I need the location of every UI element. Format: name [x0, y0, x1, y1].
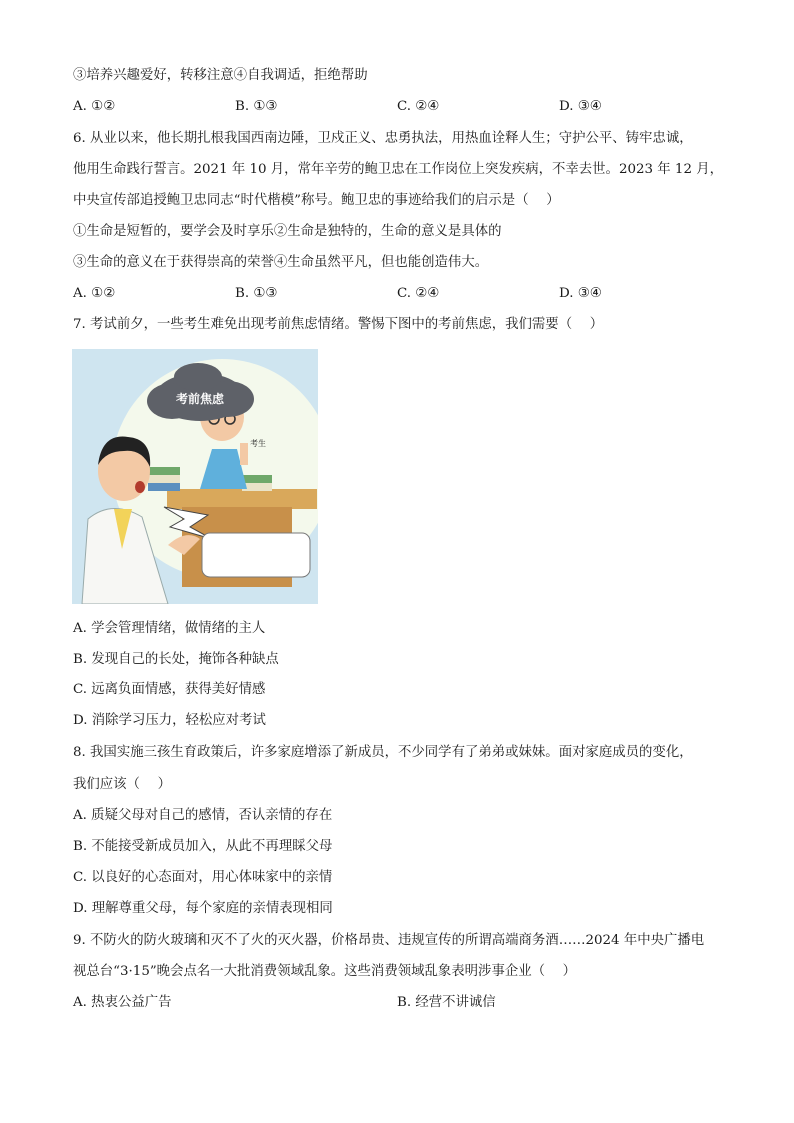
q7-stem: 7. 考试前夕，一些考生难免出现考前焦虑情绪。警惕下图中的考前焦虑，我们需要（ ） [73, 317, 604, 332]
q6-statement-line-1: ①生命是短暂的，要学会及时享乐②生命是独特的，生命的意义是具体的 [73, 224, 502, 239]
q9-stem-line-2: 视总台“3·15”晚会点名一大批消费领域乱象。这些消费领域乱象表明涉事企业（ ） [73, 964, 577, 979]
q5-option-c[interactable]: C. ②④ [397, 99, 440, 114]
q9-option-b[interactable]: B. 经营不讲诚信 [397, 995, 496, 1010]
q7-option-b[interactable]: B. 发现自己的长处，掩饰各种缺点 [73, 652, 279, 667]
q6-option-b[interactable]: B. ①③ [235, 286, 278, 301]
q8-option-d[interactable]: D. 理解尊重父母，每个家庭的亲情表现相同 [73, 901, 333, 916]
q9-stem-line-1: 9. 不防火的防火玻璃和灭不了火的灭火器，价格昂贵、违规宣传的所谓高端商务酒……2024 年中央广播电 [73, 933, 705, 948]
q8-stem-line-1: 8. 我国实施三孩生育政策后，许多家庭增添了新成员，不少同学有了弟弟或妹妹。面对家庭成员的变化， [73, 745, 693, 760]
q6-stem-line-3: 中央宣传部追授鲍卫忠同志“时代楷模”称号。鲍卫忠的事迹给我们的启示是（ ） [73, 193, 560, 208]
q5-option-d[interactable]: D. ③④ [559, 99, 602, 114]
exam-anxiety-illustration [72, 349, 318, 604]
q8-option-b[interactable]: B. 不能接受新成员加入，从此不再理睬父母 [73, 839, 333, 854]
q7-option-c[interactable]: C. 远离负面情感，获得美好情感 [73, 682, 266, 697]
q6-option-a[interactable]: A. ①② [73, 286, 116, 301]
q6-option-c[interactable]: C. ②④ [397, 286, 440, 301]
q6-stem-line-2: 他用生命践行誓言。2021 年 10 月，常年辛劳的鲍卫忠在工作岗位上突发疾病，不幸去世。2023 年 12 月， [73, 162, 724, 177]
q8-stem-line-2: 我们应该（ ） [73, 777, 171, 792]
q7-option-d[interactable]: D. 消除学习压力，轻松应对考试 [73, 713, 266, 728]
q5-statement-line: ③培养兴趣爱好，转移注意④自我调适，拒绝帮助 [73, 68, 368, 83]
q5-option-a[interactable]: A. ①② [73, 99, 116, 114]
q6-statement-line-2: ③生命的意义在于获得崇高的荣誉④生命虽然平凡，但也能创造伟大。 [73, 255, 489, 270]
q8-option-c[interactable]: C. 以良好的心态面对，用心体味家中的亲情 [73, 870, 333, 885]
q6-stem-line-1: 6. 从业以来，他长期扎根我国西南边陲，卫戍正义、忠勇执法，用热血诠释人生；守护公平、铸牢忠诚， [73, 131, 693, 146]
q7-option-a[interactable]: A. 学会管理情绪，做情绪的主人 [73, 621, 266, 636]
q9-option-a[interactable]: A. 热衷公益广告 [73, 995, 172, 1010]
cloud-text: 考前焦虑 [175, 392, 225, 406]
student-tag: 考生 [250, 439, 266, 448]
q5-option-b[interactable]: B. ①③ [235, 99, 278, 114]
cartoon-svg [72, 349, 318, 604]
q8-option-a[interactable]: A. 质疑父母对自己的感情，否认亲情的存在 [73, 808, 333, 823]
q6-option-d[interactable]: D. ③④ [559, 286, 602, 301]
